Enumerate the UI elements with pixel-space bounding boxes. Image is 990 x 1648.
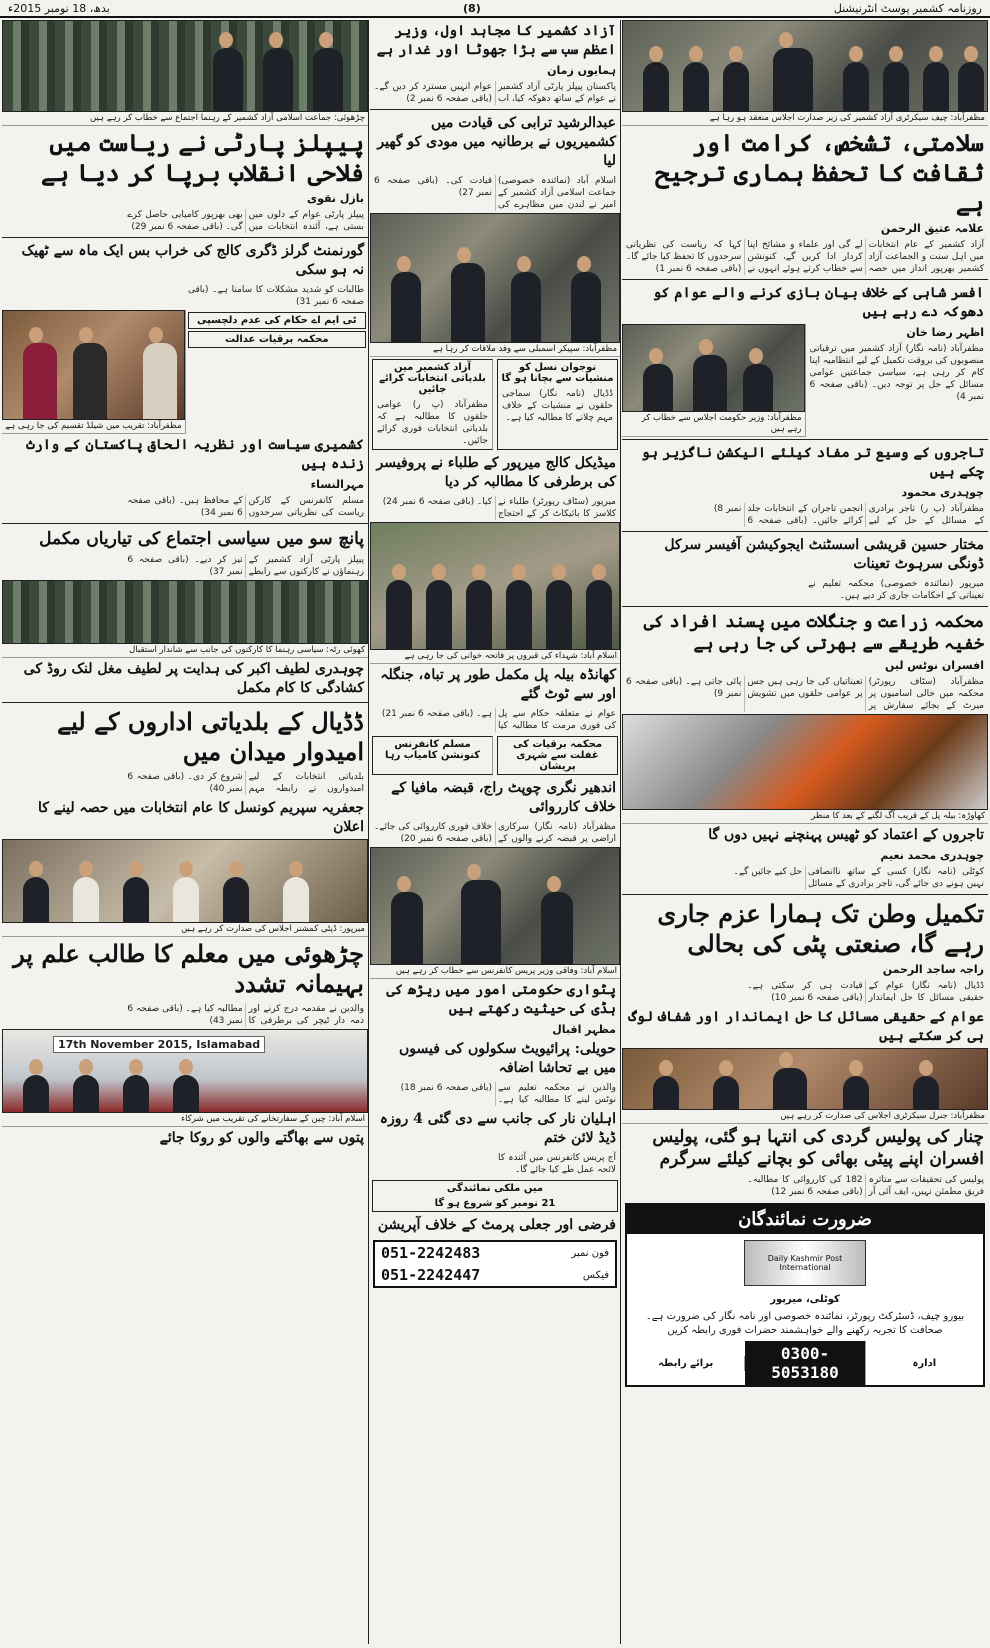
headline: محکمہ زراعت و جنگلات میں پسند افراد کی خفیہ طریقے سے بھرتی کی جا رہی ہے — [643, 612, 984, 654]
headline: چڑھوئی میں معلم کا طالب علم پر بہیمانہ تشدد — [13, 939, 364, 998]
headline: گورنمنٹ گرلز ڈگری کالج کی خراب بس ایک ماہ سے ٹھیک نہ ہو سکی — [21, 243, 364, 278]
phone-label: فون نمبر — [571, 1247, 609, 1259]
article-body: پاکستان پیپلز پارٹی آزاد کشمیر نے عوام کے ساتھ دھوکہ کیا، اب عوام انہیں مسترد کر دیں گے۔ (باقی صفحہ 6 نمبر 2) — [374, 82, 616, 104]
headline: افسر شاہی کے خلاف بیان بازی کرنے والے عوام کو دھوکہ دے رہے ہیں — [653, 285, 984, 320]
headline: آزاد کشمیر کا مجاہد اول، وزیر اعظم سب سے بڑا جھوٹا اور غدار ہے — [376, 23, 616, 58]
headline: عوام کے حقیقی مسائل کا حل ایماندار اور شفاف لوگ ہی کر سکتے ہیں — [628, 1009, 984, 1044]
photo-caption: چڑھوئی: جماعت اسلامی آزاد کشمیر کے رہنما اجتماع سے خطاب کر رہے ہیں — [2, 112, 368, 126]
byline: چوہدری محمود — [901, 486, 984, 499]
headline: فرضی اور جعلی پرمٹ کے خلاف آپریشن — [377, 1217, 616, 1233]
headline: پیپلز پارٹی نے ریاست میں فلاحی انقلاب برپا کر دیا ہے — [40, 128, 364, 187]
article-body: ڈڈیال (نامہ نگار) عوام کے حقیقی مسائل کا حل ایماندار قیادت ہی کر سکتی ہے۔ (باقی صفحہ 6 نمبر 10) — [747, 981, 984, 1003]
article-body: پولیس کی تحقیقات سے متاثرہ فریق مطمئن نہیں، ایف آئی آر 182 کی کارروائی کا مطالبہ۔ (باقی صفحہ 6 نمبر 12) — [747, 1175, 984, 1197]
side-note: محکمہ برقیات عدالت — [224, 334, 329, 345]
headline: پانچ سو میں سیاسی اجتماع کی تیاریاں مکمل — [39, 529, 364, 549]
official-meeting-photo — [2, 839, 368, 923]
ad-office: ادارہ — [912, 1357, 937, 1369]
headline: میڈیکل کالج میرپور کے طلباء نے پروفیسر کی برطرفی کا مطالبہ کر دیا — [376, 455, 616, 490]
middle-column — [370, 20, 620, 1644]
headline: تاجروں کے اعتماد کو ٹھیس پہنچنے نہیں دوں گا — [708, 827, 984, 843]
box-title: آزاد کشمیر میں بلدیاتی انتخابات کرائے جائیں — [379, 362, 486, 395]
article-body: آزاد کشمیر کے عام انتخابات میں اہل سنت و الجماعت آزاد کشمیر بھرپور انداز میں حصہ لے گی اور علماء و مشائخ اپنا کردار ادا کریں گے، کنونشن سے خطاب کرتے ہوئے انہوں نے کہا کہ ریاست کی نظریاتی سرحدوں کا تحفظ کیا جائے گا۔ (باقی صفحہ 6 نمبر 1) — [626, 240, 984, 274]
headline: پٹواری حکومتی امور میں ریڑھ کی ہڈی کی حیثیت رکھتے ہیں — [386, 982, 616, 1017]
award-ceremony-photo — [2, 310, 185, 420]
ad-title: ضرورت نمائندگان — [627, 1205, 983, 1234]
byline: افسران نوٹس لیں — [884, 659, 984, 672]
fax-label: فیکس — [582, 1269, 609, 1281]
byline: مظہر اقبال — [552, 1023, 616, 1036]
byline: بازل نقوی — [307, 192, 364, 205]
headline: تکمیل وطن تک ہمارا عزم جاری رہے گا، صنعتی پٹی کی بحالی — [657, 899, 984, 958]
speaker-meeting-photo — [370, 213, 620, 343]
article-body: پیپلز پارٹی عوام کے دلوں میں بستی ہے، آئندہ انتخابات میں بھی بھرپور کامیابی حاصل کرے گی۔ (باقی صفحہ 6 نمبر 29) — [127, 210, 364, 232]
photo-caption: اسلام آباد: چین کے سفارتخانے کی تقریب میں شرکاء — [2, 1113, 368, 1127]
photo-caption: مظفرآباد: جنرل سیکرٹری اجلاس کی صدارت کر رہے ہیں — [622, 1110, 988, 1124]
headline: جعفریہ سپریم کونسل کا عام انتخابات میں حصہ لینے کا اعلان — [37, 800, 364, 835]
article-body: والدین نے مقدمہ درج کرنے اور ذمہ دار ٹیچر کی برطرفی کا مطالبہ کیا ہے۔ (باقی صفحہ 6 نمبر 43) — [127, 1004, 364, 1026]
photo-caption: کھوئی رٹہ: سیاسی رہنما کا کارکنوں کی جانب سے شاندار استقبال — [2, 644, 368, 658]
contact-numbers — [373, 1240, 617, 1288]
welcome-photo — [2, 580, 368, 644]
box-title: نوجوان نسل کو منشیات سے بچانا ہو گا — [501, 362, 614, 384]
article-body: طالبات کو شدید مشکلات کا سامنا ہے۔ (باقی صفحہ 6 نمبر 31) — [188, 285, 364, 307]
box-title: محکمہ برقیات کی غفلت سے شہری پریشان — [512, 739, 603, 772]
masthead — [0, 0, 990, 18]
officials-photo — [622, 324, 805, 412]
byline: چوہدری محمد نعیم — [880, 849, 984, 862]
embassy-event-photo — [2, 1029, 368, 1113]
column-rule — [368, 20, 369, 1644]
photo-caption: مظفرآباد: وزیر حکومت اجلاس سے خطاب کر رہے ہیں — [622, 412, 805, 437]
fax-number: 051-2242447 — [381, 1266, 481, 1284]
ad-contact-label: برائے رابطہ — [627, 1356, 745, 1371]
article-body: مظفرآباد (نامہ نگار) آزاد کشمیر میں ترقیاتی منصوبوں کی بروقت تکمیل کے لیے انتظامیہ اپنا کام کر رہی ہے، سیاسی جماعتیں عوامی مسائل کے حل پر توجہ دیں۔ (باقی صفحہ 6 نمبر 4) — [809, 344, 984, 402]
headline: اہلیان نار کی جانب سے دی گئی 4 روزہ ڈیڈ لائن ختم — [379, 1111, 616, 1146]
headline: ڈڈیال کے بلدیاتی اداروں کے لیے امیدوار میدان میں — [57, 707, 364, 766]
ad-location: کوٹلی، میرپور — [770, 1294, 840, 1305]
photo-caption: اسلام آباد: وفاقی وزیر پریس کانفرنس سے خطاب کر رہے ہیں — [370, 965, 620, 979]
newspaper-logo: Daily Kashmir Post International — [744, 1240, 866, 1286]
byline: راجہ ساجد الرحمن — [882, 963, 984, 976]
article-body: والدین نے محکمہ تعلیم سے نوٹس لینے کا مطالبہ کیا ہے۔ (باقی صفحہ 6 نمبر 18) — [400, 1083, 616, 1105]
right-column — [622, 20, 988, 1644]
headline: تاجروں کے وسیع تر مفاد کیلئے الیکشن ناگزیر ہو چکے ہیں — [641, 445, 984, 480]
masthead-date: بدھ، 18 نومبر 2015ء — [8, 1, 110, 15]
article-body: میرپور (سٹاف رپورٹر) طلباء نے کلاسز کا بائیکاٹ کر کے احتجاج کیا۔ (باقی صفحہ 6 نمبر 24) — [382, 497, 616, 519]
ad-text: بیورو چیف، ڈسٹرکٹ رپورٹر، نمائندہ خصوصی اور نامہ نگار کی ضرورت ہے۔ صحافت کا تجربہ رکھنے والے خواہشمند حضرات فوری رابطہ کریں — [645, 1311, 965, 1336]
box-title: مسلم کانفرنس کنونشن کامیاب رہا — [384, 739, 481, 761]
photo-caption: مظفرآباد: تقریب میں شیلڈ تقسیم کی جا رہی ہے — [2, 420, 185, 434]
photo-caption: کھاوڑہ: بیلہ پل کے قریب آگ لگنے کے بعد کا منظر — [622, 810, 988, 824]
side-note: ٹی ایم اے حکام کی عدم دلچسپی — [196, 315, 357, 326]
photo-caption: مظفرآباد: سپیکر اسمبلی سے وفد ملاقات کر رہا ہے — [370, 343, 620, 357]
article-body: میرپور (نمائندہ خصوصی) محکمہ تعلیم نے تعیناتی کے احکامات جاری کر دیے ہیں۔ — [808, 579, 984, 601]
column-rule — [620, 20, 621, 1644]
fire-photo — [622, 714, 988, 810]
article-body: مظفرآباد (سٹاف رپورٹر) محکمہ میں خالی اسامیوں پر میرٹ کے بجائے سفارش پر تعیناتیاں کی جا رہی ہیں جس پر عوامی حلقوں میں تشویش پائی جاتی ہے۔ (باقی صفحہ 6 نمبر 9) — [626, 677, 984, 711]
box-body: ڈڈیال (نامہ نگار) سماجی حلقوں نے منشیات کے خلاف مہم چلانے کا مطالبہ کیا ہے۔ — [502, 389, 613, 423]
headline: حویلی: پرائیویٹ سکولوں کی فیسوں میں بے تحاشا اضافہ — [399, 1041, 616, 1076]
headline: چنار کی پولیس گردی کی انتہا ہو گئی، پولیس افسران اپنے پیٹی بھائی کو بچانے کیلئے سرگرم — [652, 1127, 984, 1169]
article-body: عوام نے متعلقہ حکام سے پل کی فوری مرمت کا مطالبہ کیا ہے۔ (باقی صفحہ 6 نمبر 21) — [381, 709, 616, 731]
article-body: مظفرآباد (پ ر) تاجر برادری کے مسائل کے حل کے لیے انجمن تاجران کے انتخابات جلد کرائے جائیں۔ (باقی صفحہ 6 نمبر 8) — [713, 504, 984, 526]
phone-number: 051-2242483 — [381, 1244, 481, 1262]
event-banner-text: 17th November 2015, Islamabad — [53, 1036, 265, 1053]
byline: ہمایوں زمان — [547, 64, 616, 77]
press-conference-photo — [370, 847, 620, 965]
headline: عبدالرشید ترابی کی قیادت میں کشمیریوں نے برطانیہ میں مودی کو گھیر لیا — [377, 115, 616, 169]
article-body: آج پریس کانفرنس میں آئندہ کا لائحہ عمل طے کیا جائے گا۔ — [498, 1153, 616, 1175]
rally-photo — [2, 20, 368, 112]
byline: اظہر رضا خان — [906, 326, 984, 339]
left-column — [2, 20, 368, 1644]
byline: مہرالنساء — [310, 478, 364, 491]
graveyard-prayer-photo — [370, 522, 620, 650]
article-body: پیپلز پارٹی آزاد کشمیر کے رہنماؤں نے کارکنوں سے رابطے تیز کر دیے۔ (باقی صفحہ 6 نمبر 37) — [127, 555, 364, 577]
headline: مختار حسین قریشی اسسٹنٹ ایجوکیشن آفیسر سرکل ڈونگی سرہوٹ تعینات — [664, 537, 984, 572]
byline: علامہ عتیق الرحمن — [880, 222, 984, 235]
photo-caption: میرپور: ڈپٹی کمشنر اجلاس کی صدارت کر رہے ہیں — [2, 923, 368, 937]
article-body: اسلام آباد (نمائندہ خصوصی) جماعت اسلامی آزاد کشمیر کے امیر نے لندن میں مظاہرے کی قیادت کی۔ (باقی صفحہ 6 نمبر 27) — [374, 176, 616, 210]
headline: سلامتی، تشخص، کرامت اور ثقافت کا تحفظ ہماری ترجیح ہے — [655, 128, 984, 217]
page-number: (8) — [463, 1, 481, 15]
headline: اندھیر نگری چوپٹ راج، قبضہ مافیا کے خلاف کارروائی — [391, 780, 616, 815]
headline: کشمیری سیاست اور نظریہ الحاق پاکستان کے وارث زندہ ہیں — [26, 437, 364, 472]
notice-date: 21 نومبر کو شروع ہو گا — [434, 1198, 556, 1209]
headline: کھانڈہ بیلہ پل مکمل طور پر تباہ، جنگلہ اور سے ٹوٹ گئے — [380, 667, 616, 702]
ad-phone: 0300-5053180 — [745, 1341, 865, 1385]
article-body: مظفرآباد (نامہ نگار) سرکاری اراضی پر قبضہ کرنے والوں کے خلاف فوری کارروائی کی جائے۔ (باقی صفحہ 6 نمبر 20) — [374, 822, 616, 844]
article-body: بلدیاتی انتخابات کے لیے امیدواروں نے رابطہ مہم شروع کر دی۔ (باقی صفحہ 6 نمبر 40) — [127, 772, 364, 794]
headline: پتوں سے بھاگتے والوں کو روکا جائے — [159, 1130, 364, 1146]
masthead-title: روزنامہ کشمیر پوسٹ انٹرنیشنل — [833, 1, 982, 15]
meeting-photo — [622, 20, 988, 112]
recruitment-ad — [625, 1203, 985, 1387]
photo-caption: مظفرآباد: چیف سیکرٹری آزاد کشمیر کی زیر صدارت اجلاس منعقد ہو رہا ہے — [622, 112, 988, 126]
article-body: مسلم کانفرنس کے کارکن ریاست کی نظریاتی سرحدوں کے محافظ ہیں۔ (باقی صفحہ 6 نمبر 34) — [127, 496, 364, 518]
conference-photo — [622, 1048, 988, 1110]
photo-caption: اسلام آباد: شہداء کی قبروں پر فاتحہ خوانی کی جا رہی ہے — [370, 650, 620, 664]
article-body: کوٹلی (نامہ نگار) کسی کے ساتھ ناانصافی نہیں ہونے دی جائے گی، تاجر برادری کے مسائل حل کیے جائیں گے۔ — [733, 867, 984, 889]
headline: چوہدری لطیف اکبر کی ہدایت پر لطیف مغل لنک روڈ کی کشادگی کا کام مکمل — [23, 661, 364, 696]
box-body: مظفرآباد (پ ر) عوامی حلقوں کا مطالبہ ہے کہ بلدیاتی انتخابات فوری کرائے جائیں۔ — [377, 400, 488, 446]
notice-title: میں ملکی نمائندگی — [446, 1183, 544, 1194]
